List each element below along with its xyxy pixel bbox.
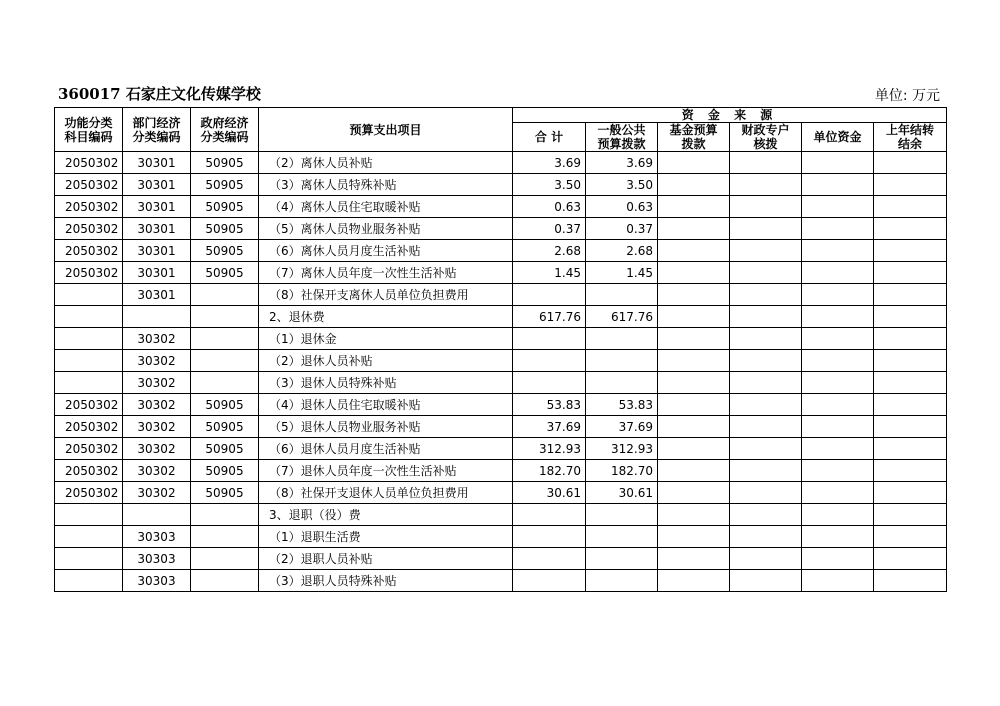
cell-carryover <box>874 306 947 328</box>
cell-unit-fund <box>802 218 874 240</box>
header-total: 合 计 <box>513 123 586 152</box>
header-item: 预算支出项目 <box>259 108 513 152</box>
cell-total <box>513 350 586 372</box>
cell-special-account <box>730 460 802 482</box>
cell-unit-fund <box>802 438 874 460</box>
cell-item: （5）离休人员物业服务补贴 <box>259 218 513 240</box>
cell-unit-fund <box>802 328 874 350</box>
cell-gov-code <box>191 350 259 372</box>
table-body <box>55 152 947 592</box>
cell-total: 312.93 <box>513 438 586 460</box>
cell-general-public: 1.45 <box>586 262 658 284</box>
cell-carryover <box>874 372 947 394</box>
cell-dept-code: 30302 <box>123 328 191 350</box>
table-row <box>55 306 947 328</box>
cell-gov-code <box>191 526 259 548</box>
cell-total: 0.37 <box>513 218 586 240</box>
table-row <box>55 570 947 592</box>
table-header <box>55 108 947 152</box>
cell-total <box>513 504 586 526</box>
cell-item: （7）退休人员年度一次性生活补贴 <box>259 460 513 482</box>
cell-dept-code: 30302 <box>123 416 191 438</box>
cell-func-code <box>55 328 123 350</box>
table-row <box>55 262 947 284</box>
table-row <box>55 548 947 570</box>
cell-special-account <box>730 372 802 394</box>
cell-gov-code: 50905 <box>191 416 259 438</box>
cell-fund-budget <box>658 174 730 196</box>
cell-dept-code: 30303 <box>123 570 191 592</box>
cell-general-public <box>586 504 658 526</box>
table-row <box>55 240 947 262</box>
cell-func-code: 2050302 <box>55 240 123 262</box>
cell-item: （3）退职人员特殊补贴 <box>259 570 513 592</box>
cell-dept-code: 30301 <box>123 262 191 284</box>
cell-func-code: 2050302 <box>55 218 123 240</box>
cell-item: （8）社保开支退休人员单位负担费用 <box>259 482 513 504</box>
header-general-public: 一般公共 预算拨款 <box>586 123 658 152</box>
cell-special-account <box>730 482 802 504</box>
cell-gov-code: 50905 <box>191 240 259 262</box>
cell-gov-code: 50905 <box>191 196 259 218</box>
table-row <box>55 284 947 306</box>
cell-carryover <box>874 262 947 284</box>
cell-special-account <box>730 394 802 416</box>
cell-fund-budget <box>658 416 730 438</box>
cell-item: （1）退休金 <box>259 328 513 350</box>
cell-func-code <box>55 350 123 372</box>
header-fund-budget: 基金预算 拨款 <box>658 123 730 152</box>
cell-fund-budget <box>658 262 730 284</box>
cell-special-account <box>730 526 802 548</box>
cell-dept-code <box>123 306 191 328</box>
cell-total: 2.68 <box>513 240 586 262</box>
table-row <box>55 394 947 416</box>
cell-fund-budget <box>658 438 730 460</box>
cell-total <box>513 526 586 548</box>
cell-fund-budget <box>658 218 730 240</box>
cell-unit-fund <box>802 306 874 328</box>
cell-gov-code: 50905 <box>191 174 259 196</box>
cell-carryover <box>874 504 947 526</box>
cell-general-public: 0.37 <box>586 218 658 240</box>
cell-general-public: 2.68 <box>586 240 658 262</box>
cell-dept-code: 30303 <box>123 526 191 548</box>
cell-gov-code: 50905 <box>191 152 259 174</box>
cell-fund-budget <box>658 372 730 394</box>
cell-func-code <box>55 306 123 328</box>
cell-dept-code: 30302 <box>123 438 191 460</box>
cell-fund-budget <box>658 460 730 482</box>
table-row <box>55 372 947 394</box>
cell-special-account <box>730 504 802 526</box>
cell-total <box>513 284 586 306</box>
cell-func-code: 2050302 <box>55 394 123 416</box>
header-carryover: 上年结转 结余 <box>874 123 947 152</box>
cell-func-code: 2050302 <box>55 196 123 218</box>
cell-special-account <box>730 570 802 592</box>
cell-item: （2）离休人员补贴 <box>259 152 513 174</box>
cell-general-public <box>586 570 658 592</box>
cell-carryover <box>874 196 947 218</box>
budget-table <box>54 107 947 592</box>
cell-dept-code: 30301 <box>123 284 191 306</box>
cell-carryover <box>874 394 947 416</box>
cell-general-public: 617.76 <box>586 306 658 328</box>
cell-unit-fund <box>802 196 874 218</box>
cell-unit-fund <box>802 416 874 438</box>
cell-func-code: 2050302 <box>55 152 123 174</box>
cell-total <box>513 548 586 570</box>
cell-dept-code: 30301 <box>123 196 191 218</box>
cell-gov-code <box>191 284 259 306</box>
cell-total: 30.61 <box>513 482 586 504</box>
cell-unit-fund <box>802 482 874 504</box>
cell-func-code <box>55 526 123 548</box>
cell-item: （4）退休人员住宅取暖补贴 <box>259 394 513 416</box>
table-row <box>55 328 947 350</box>
cell-unit-fund <box>802 548 874 570</box>
cell-unit-fund <box>802 284 874 306</box>
header-fund-source: 资 金 来 源 <box>513 108 947 123</box>
cell-general-public <box>586 548 658 570</box>
cell-carryover <box>874 416 947 438</box>
cell-total: 37.69 <box>513 416 586 438</box>
cell-fund-budget <box>658 196 730 218</box>
cell-unit-fund <box>802 174 874 196</box>
cell-unit-fund <box>802 526 874 548</box>
cell-fund-budget <box>658 482 730 504</box>
cell-carryover <box>874 548 947 570</box>
cell-dept-code: 30302 <box>123 394 191 416</box>
cell-gov-code <box>191 504 259 526</box>
cell-dept-code: 30301 <box>123 240 191 262</box>
cell-unit-fund <box>802 570 874 592</box>
header-func-code: 功能分类 科目编码 <box>55 108 123 152</box>
cell-special-account <box>730 240 802 262</box>
cell-carryover <box>874 174 947 196</box>
table-row <box>55 504 947 526</box>
cell-fund-budget <box>658 350 730 372</box>
cell-unit-fund <box>802 372 874 394</box>
cell-func-code: 2050302 <box>55 262 123 284</box>
cell-func-code: 2050302 <box>55 482 123 504</box>
cell-carryover <box>874 460 947 482</box>
cell-carryover <box>874 570 947 592</box>
cell-gov-code: 50905 <box>191 482 259 504</box>
cell-fund-budget <box>658 526 730 548</box>
cell-fund-budget <box>658 328 730 350</box>
document-title: 360017 石家庄文化传媒学校 <box>58 85 261 103</box>
header-special-account: 财政专户 核拨 <box>730 123 802 152</box>
cell-dept-code: 30301 <box>123 174 191 196</box>
cell-dept-code <box>123 504 191 526</box>
cell-total: 53.83 <box>513 394 586 416</box>
cell-total <box>513 570 586 592</box>
table-row <box>55 196 947 218</box>
cell-fund-budget <box>658 240 730 262</box>
cell-item: （4）离休人员住宅取暖补贴 <box>259 196 513 218</box>
cell-general-public <box>586 328 658 350</box>
cell-fund-budget <box>658 306 730 328</box>
cell-general-public: 30.61 <box>586 482 658 504</box>
cell-dept-code: 30302 <box>123 460 191 482</box>
cell-func-code: 2050302 <box>55 438 123 460</box>
table-row <box>55 438 947 460</box>
cell-gov-code: 50905 <box>191 262 259 284</box>
cell-unit-fund <box>802 504 874 526</box>
cell-carryover <box>874 526 947 548</box>
cell-total <box>513 372 586 394</box>
table-row <box>55 152 947 174</box>
cell-total <box>513 328 586 350</box>
cell-gov-code <box>191 372 259 394</box>
cell-general-public <box>586 526 658 548</box>
table-row <box>55 482 947 504</box>
cell-gov-code: 50905 <box>191 218 259 240</box>
cell-general-public: 3.50 <box>586 174 658 196</box>
cell-total: 0.63 <box>513 196 586 218</box>
cell-fund-budget <box>658 504 730 526</box>
cell-general-public: 37.69 <box>586 416 658 438</box>
cell-dept-code: 30303 <box>123 548 191 570</box>
cell-special-account <box>730 174 802 196</box>
header-gov-code: 政府经济 分类编码 <box>191 108 259 152</box>
cell-func-code <box>55 548 123 570</box>
cell-gov-code <box>191 328 259 350</box>
cell-dept-code: 30301 <box>123 218 191 240</box>
cell-carryover <box>874 328 947 350</box>
cell-item: 3、退职（役）费 <box>259 504 513 526</box>
cell-func-code <box>55 570 123 592</box>
header-dept-code: 部门经济 分类编码 <box>123 108 191 152</box>
cell-carryover <box>874 438 947 460</box>
cell-general-public <box>586 350 658 372</box>
cell-special-account <box>730 196 802 218</box>
cell-unit-fund <box>802 240 874 262</box>
table-row <box>55 460 947 482</box>
cell-general-public: 182.70 <box>586 460 658 482</box>
cell-gov-code <box>191 306 259 328</box>
cell-dept-code: 30301 <box>123 152 191 174</box>
table-row <box>55 416 947 438</box>
cell-dept-code: 30302 <box>123 350 191 372</box>
cell-dept-code: 30302 <box>123 482 191 504</box>
cell-special-account <box>730 218 802 240</box>
cell-total: 3.50 <box>513 174 586 196</box>
header-unit-fund: 单位资金 <box>802 123 874 152</box>
table-row <box>55 526 947 548</box>
cell-special-account <box>730 438 802 460</box>
cell-fund-budget <box>658 152 730 174</box>
cell-general-public <box>586 372 658 394</box>
cell-total: 617.76 <box>513 306 586 328</box>
table-row <box>55 350 947 372</box>
table-row <box>55 218 947 240</box>
cell-item: （2）退职人员补贴 <box>259 548 513 570</box>
cell-general-public <box>586 284 658 306</box>
cell-unit-fund <box>802 350 874 372</box>
cell-item: （6）退休人员月度生活补贴 <box>259 438 513 460</box>
cell-gov-code: 50905 <box>191 438 259 460</box>
cell-general-public: 3.69 <box>586 152 658 174</box>
cell-unit-fund <box>802 394 874 416</box>
cell-func-code <box>55 372 123 394</box>
cell-item: （3）离休人员特殊补贴 <box>259 174 513 196</box>
cell-total: 182.70 <box>513 460 586 482</box>
cell-carryover <box>874 218 947 240</box>
cell-total: 3.69 <box>513 152 586 174</box>
cell-unit-fund <box>802 152 874 174</box>
cell-func-code: 2050302 <box>55 174 123 196</box>
cell-item: 2、退休费 <box>259 306 513 328</box>
cell-special-account <box>730 548 802 570</box>
cell-func-code: 2050302 <box>55 460 123 482</box>
cell-item: （7）离休人员年度一次性生活补贴 <box>259 262 513 284</box>
cell-dept-code: 30302 <box>123 372 191 394</box>
cell-item: （8）社保开支离休人员单位负担费用 <box>259 284 513 306</box>
cell-fund-budget <box>658 548 730 570</box>
cell-fund-budget <box>658 284 730 306</box>
cell-carryover <box>874 482 947 504</box>
cell-gov-code <box>191 548 259 570</box>
cell-special-account <box>730 350 802 372</box>
cell-total: 1.45 <box>513 262 586 284</box>
cell-unit-fund <box>802 460 874 482</box>
cell-fund-budget <box>658 394 730 416</box>
cell-func-code: 2050302 <box>55 416 123 438</box>
cell-carryover <box>874 152 947 174</box>
cell-gov-code: 50905 <box>191 394 259 416</box>
cell-func-code <box>55 504 123 526</box>
cell-special-account <box>730 284 802 306</box>
cell-fund-budget <box>658 570 730 592</box>
cell-general-public: 0.63 <box>586 196 658 218</box>
cell-item: （1）退职生活费 <box>259 526 513 548</box>
cell-item: （2）退休人员补贴 <box>259 350 513 372</box>
cell-carryover <box>874 240 947 262</box>
unit-label: 单位: 万元 <box>874 88 940 104</box>
cell-special-account <box>730 152 802 174</box>
cell-carryover <box>874 350 947 372</box>
cell-func-code <box>55 284 123 306</box>
cell-gov-code <box>191 570 259 592</box>
cell-general-public: 53.83 <box>586 394 658 416</box>
cell-carryover <box>874 284 947 306</box>
cell-special-account <box>730 416 802 438</box>
cell-unit-fund <box>802 262 874 284</box>
cell-item: （3）退休人员特殊补贴 <box>259 372 513 394</box>
cell-item: （5）退休人员物业服务补贴 <box>259 416 513 438</box>
cell-general-public: 312.93 <box>586 438 658 460</box>
cell-gov-code: 50905 <box>191 460 259 482</box>
cell-special-account <box>730 328 802 350</box>
table-row <box>55 174 947 196</box>
cell-special-account <box>730 262 802 284</box>
cell-item: （6）离休人员月度生活补贴 <box>259 240 513 262</box>
cell-special-account <box>730 306 802 328</box>
